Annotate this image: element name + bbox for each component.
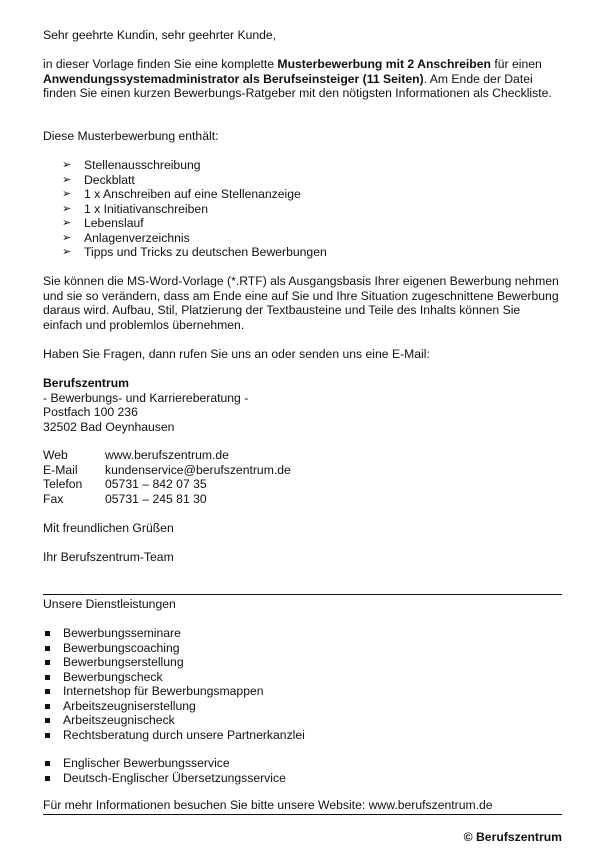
services-heading: Unsere Dienstleistungen [43, 597, 176, 611]
list-item: ➢ Tipps und Tricks zu deutschen Bewerbungen [62, 245, 327, 259]
fax-number: 05731 – 245 81 30 [105, 491, 207, 506]
list-item: Bewerbungscheck [43, 670, 305, 685]
square-bullet-icon [45, 631, 50, 636]
services-extra-list [43, 756, 286, 785]
arrow-bullet-icon: ➢ [62, 173, 72, 186]
square-bullet-icon [45, 718, 50, 723]
usage-paragraph: Sie können die MS-Word-Vorlage (*.RTF) als Ausgangsbasis Ihrer eigenen Bewerbung nehmen und sie so verändern, dass am Ende eine auf Sie und Ihre Situation zugeschnittene Bewerbung daraus wird. Aufbau, Stil, Platzierung der Textbausteine und Teile des Inhalts können Sie einfach und problemlos übernehmen. [43, 274, 559, 332]
list-item: Internetshop für Bewerbungsmappen [43, 684, 305, 699]
list-item: Englischer Bewerbungsservice [43, 756, 286, 771]
address-line: Postfach 100 236 [43, 405, 138, 419]
intro-text-3: . Am Ende der Datei finden Sie einen kurzen Bewerbungs-Ratgeber mit den nötigsten Informationen als Checkliste. [43, 71, 552, 100]
square-bullet-icon [45, 704, 50, 709]
square-bullet-icon [45, 675, 50, 680]
arrow-bullet-icon: ➢ [62, 159, 72, 171]
contact-row-web: Web www.berufszentrum.de [43, 448, 229, 462]
list-item: ➢ Lebenslauf [62, 216, 144, 230]
square-bullet-icon [45, 646, 50, 651]
square-bullet-icon [45, 660, 50, 665]
square-bullet-icon [45, 776, 50, 781]
address-line: 32502 Bad Oeynhausen [43, 419, 175, 434]
closing: Mit freundlichen Grüßen [43, 521, 174, 535]
intro-bold-product: Musterbewerbung mit 2 Anschreiben [277, 57, 491, 71]
intro-paragraph [43, 57, 562, 101]
services-list [43, 626, 305, 742]
copyright: © Berufszentrum [463, 830, 562, 844]
list-item: Rechtsberatung durch unsere Partnerkanzlei [43, 728, 305, 743]
phone-number: 05731 – 842 07 35 [105, 477, 207, 491]
list-item: Arbeitszeugniserstellung [43, 699, 305, 714]
intro-text-2: für einen [490, 57, 542, 71]
address-line: - Bewerbungs- und Karriereberatung - [43, 390, 249, 405]
list-item: Bewerbungscoaching [43, 641, 305, 656]
contents-list [43, 158, 327, 260]
intro-text-1: in dieser Vorlage finden Sie eine komplette [43, 57, 278, 71]
contents-heading: Diese Musterbewerbung enthält: [43, 129, 219, 143]
arrow-bullet-icon: ➢ [62, 217, 72, 229]
arrow-bullet-icon: ➢ [62, 188, 72, 200]
arrow-bullet-icon: ➢ [62, 231, 72, 244]
website-note: Für mehr Informationen besuchen Sie bitte unsere Website: www.berufszentrum.de [43, 798, 493, 812]
greeting: Sehr geehrte Kundin, sehr geehrter Kunde, [43, 28, 277, 42]
divider [43, 594, 562, 595]
signature: Ihr Berufszentrum-Team [43, 550, 174, 564]
square-bullet-icon [45, 689, 50, 694]
list-item: ➢ 1 x Initiativanschreiben [62, 201, 208, 216]
company-name: Berufszentrum [43, 376, 130, 390]
square-bullet-icon [45, 733, 50, 738]
list-item: ➢ Anlagenverzeichnis [62, 230, 190, 245]
list-item: Arbeitszeugnischeck [43, 713, 305, 728]
list-item: Deutsch-Englischer Übersetzungsservice [43, 771, 286, 786]
square-bullet-icon [45, 761, 50, 766]
email-link[interactable]: kundenservice@berufszentrum.de [105, 462, 291, 477]
address-block [43, 376, 248, 434]
questions-text: Haben Sie Fragen, dann rufen Sie uns an oder senden uns eine E-Mail: [43, 347, 430, 361]
arrow-bullet-icon: ➢ [62, 246, 72, 258]
list-item: ➢ Stellenausschreibung [62, 158, 201, 172]
intro-bold-position: Anwendungssystemadministrator als Berufseinsteiger (11 Seiten) [43, 71, 424, 86]
website-link[interactable]: www.berufszentrum.de [105, 448, 229, 462]
arrow-bullet-icon: ➢ [62, 202, 72, 215]
list-item: Bewerbungsseminare [43, 626, 305, 641]
contact-block [43, 448, 291, 506]
document-page [43, 0, 562, 850]
contact-row-email: E-Mail kundenservice@berufszentrum.de [43, 462, 291, 477]
contact-row-fax: Fax 05731 – 245 81 30 [43, 491, 207, 506]
list-item: ➢ 1 x Anschreiben auf eine Stellenanzeige [62, 187, 301, 201]
list-item: ➢ Deckblatt [62, 172, 135, 187]
contact-row-phone: Telefon 05731 – 842 07 35 [43, 477, 207, 491]
divider [43, 814, 562, 815]
list-item: Bewerbungserstellung [43, 655, 305, 670]
